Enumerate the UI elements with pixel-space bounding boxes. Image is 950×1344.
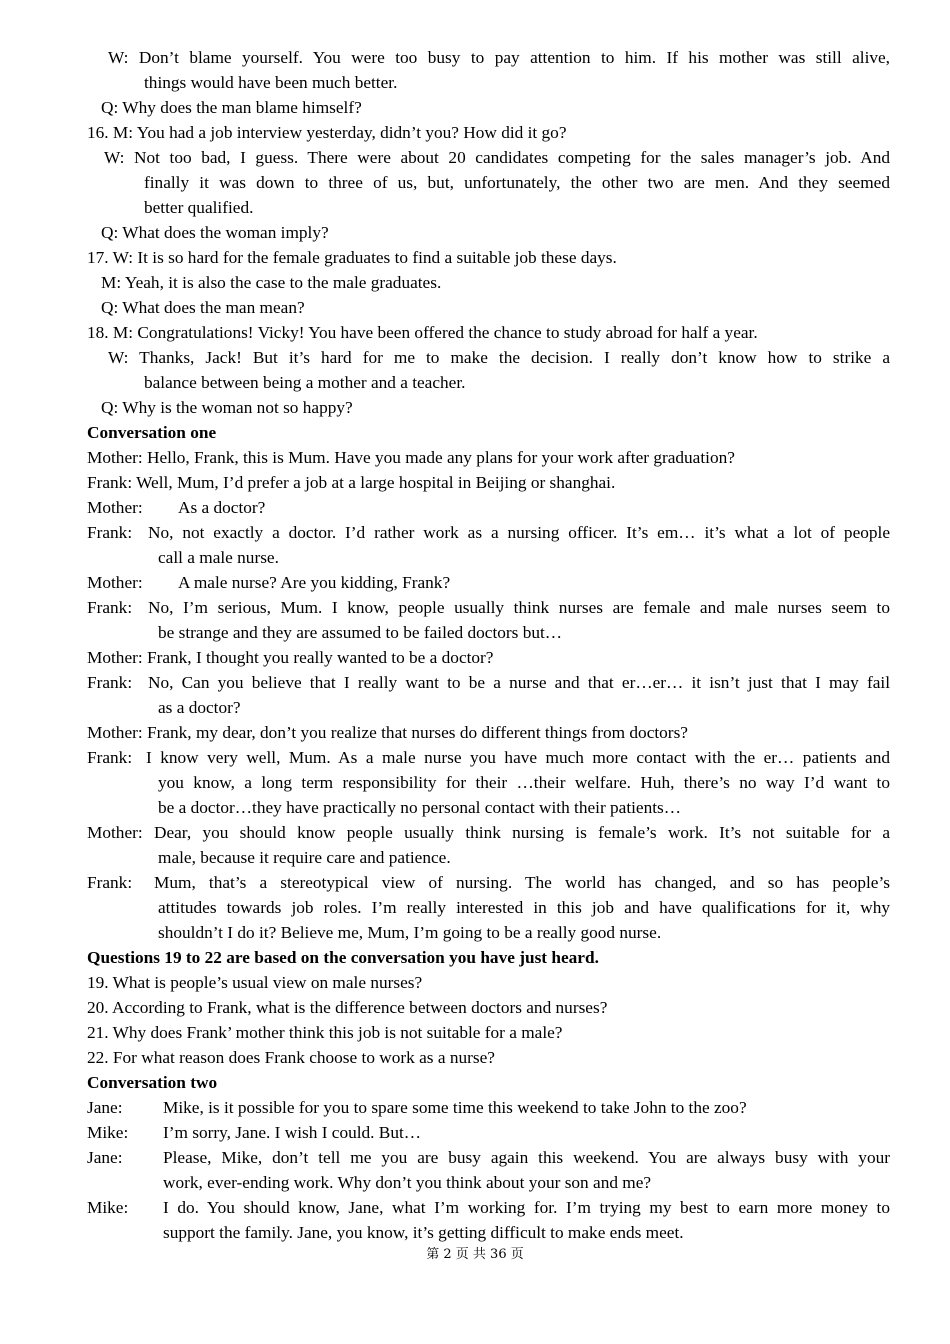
text-line: Jane: [87,1098,123,1117]
text-line: shouldn’t I do it? Believe me, Mum, I’m going to be a really good nurse. [158,923,662,942]
text-line: support the family. Jane, you know, it’s getting difficult to make ends meet. [163,1223,684,1242]
text-line: W: Not too bad, I guess. There were about 20 candidates competing for the sales manager’s job. And [104,148,890,167]
text-line: I know very well, Mum. As a male nurse you have much more contact with the er… patients and [146,748,890,767]
text-line: male, because it require care and patience. [158,848,451,867]
text-line: balance between being a mother and a teacher. [144,373,466,392]
text-line: be a doctor…they have practically no personal contact with their patients… [158,798,682,817]
page-footer: 第 2 页 共 36 页 [426,1247,524,1262]
text-line: 21. Why does Frank’ mother think this job is not suitable for a male? [87,1023,563,1042]
section-heading: Conversation two [87,1073,218,1092]
text-line: W: Don’t blame yourself. You were too busy to pay attention to him. If his mother was still alive, [108,48,890,67]
text-line: M: Yeah, it is also the case to the male graduates. [101,273,442,292]
text-line: No, I’m serious, Mum. I know, people usually think nurses are female and male nurses seem to [148,598,890,617]
text-line: Q: Why does the man blame himself? [101,98,362,117]
text-line: I do. You should know, Jane, what I’m working for. I’m trying my best to earn more money to [163,1198,890,1217]
text-line: things would have been much better. [144,73,398,92]
text-line: 18. M: Congratulations! Vicky! You have been offered the chance to study abroad for half a year. [87,323,758,342]
text-line: 19. What is people’s usual view on male nurses? [87,973,423,992]
text-line: Frank: [87,748,133,767]
text-line: Frank: [87,523,133,542]
text-line: 17. W: It is so hard for the female graduates to find a suitable job these days. [87,248,617,267]
text-line: be strange and they are assumed to be failed doctors but… [158,623,563,642]
text-line: Frank: [87,673,133,692]
text-line: better qualified. [144,198,254,217]
text-line: Q: What does the man mean? [101,298,305,317]
text-line: 20. According to Frank, what is the difference between doctors and nurses? [87,998,608,1017]
text-line: call a male nurse. [158,548,279,567]
text-line: Frank: Well, Mum, I’d prefer a job at a large hospital in Beijing or shanghai. [87,473,616,492]
text-line: attitudes towards job roles. I’m really interested in this job and have qualifications for it, why [158,898,890,917]
text-line: finally it was down to three of us, but, unfortunately, the other two are men. And they seemed [144,173,890,192]
text-line: Mother: Frank, my dear, don’t you realize that nurses do different things from doctors? [87,723,688,742]
text-line: W: Thanks, Jack! But it’s hard for me to make the decision. I really don’t know how to strike a [108,348,890,367]
text-line: Mother: [87,573,143,592]
text-line: Mother: Dear, you should know people usually think nursing is female’s work. It’s not suitable for a [87,823,890,842]
text-line: as a doctor? [158,698,241,717]
text-line: work, ever-ending work. Why don’t you think about your son and me? [163,1173,652,1192]
text-line: Mike: [87,1198,129,1217]
text-line: As a doctor? [178,498,266,517]
text-line: Frank: [87,873,133,892]
text-line: Mother: Hello, Frank, this is Mum. Have you made any plans for your work after graduation? [87,448,735,467]
text-line: Mother: [87,498,143,517]
text-line: Q: Why is the woman not so happy? [101,398,353,417]
text-line: Please, Mike, don’t tell me you are busy again this weekend. You are always busy with your [163,1148,890,1167]
text-line: I’m sorry, Jane. I wish I could. But… [163,1123,422,1142]
text-line: you know, a long term responsibility for their …their welfare. Huh, there’s no way I’d want to [158,773,890,792]
text-line: No, Can you believe that I really want to be a nurse and that er…er… it isn’t just that I may fail [148,673,890,692]
text-line: Q: What does the woman imply? [101,223,329,242]
text-line: No, not exactly a doctor. I’d rather work as a nursing officer. It’s em… it’s what a lot of people [148,523,890,542]
text-line: 16. M: You had a job interview yesterday, didn’t you? How did it go? [87,123,567,142]
text-line: Mother: Frank, I thought you really wanted to be a doctor? [87,648,494,667]
section-heading: Conversation one [87,423,217,442]
text-line: Frank: [87,598,133,617]
section-heading: Questions 19 to 22 are based on the conversation you have just heard. [87,948,599,967]
text-line: 22. For what reason does Frank choose to work as a nurse? [87,1048,495,1067]
text-line: Mike: [87,1123,129,1142]
text-line: Mum, that’s a stereotypical view of nursing. The world has changed, and so has people’s [154,873,890,892]
text-line: Mike, is it possible for you to spare some time this weekend to take John to the zoo? [163,1098,747,1117]
text-line: A male nurse? Are you kidding, Frank? [178,573,451,592]
text-line: Jane: [87,1148,123,1167]
